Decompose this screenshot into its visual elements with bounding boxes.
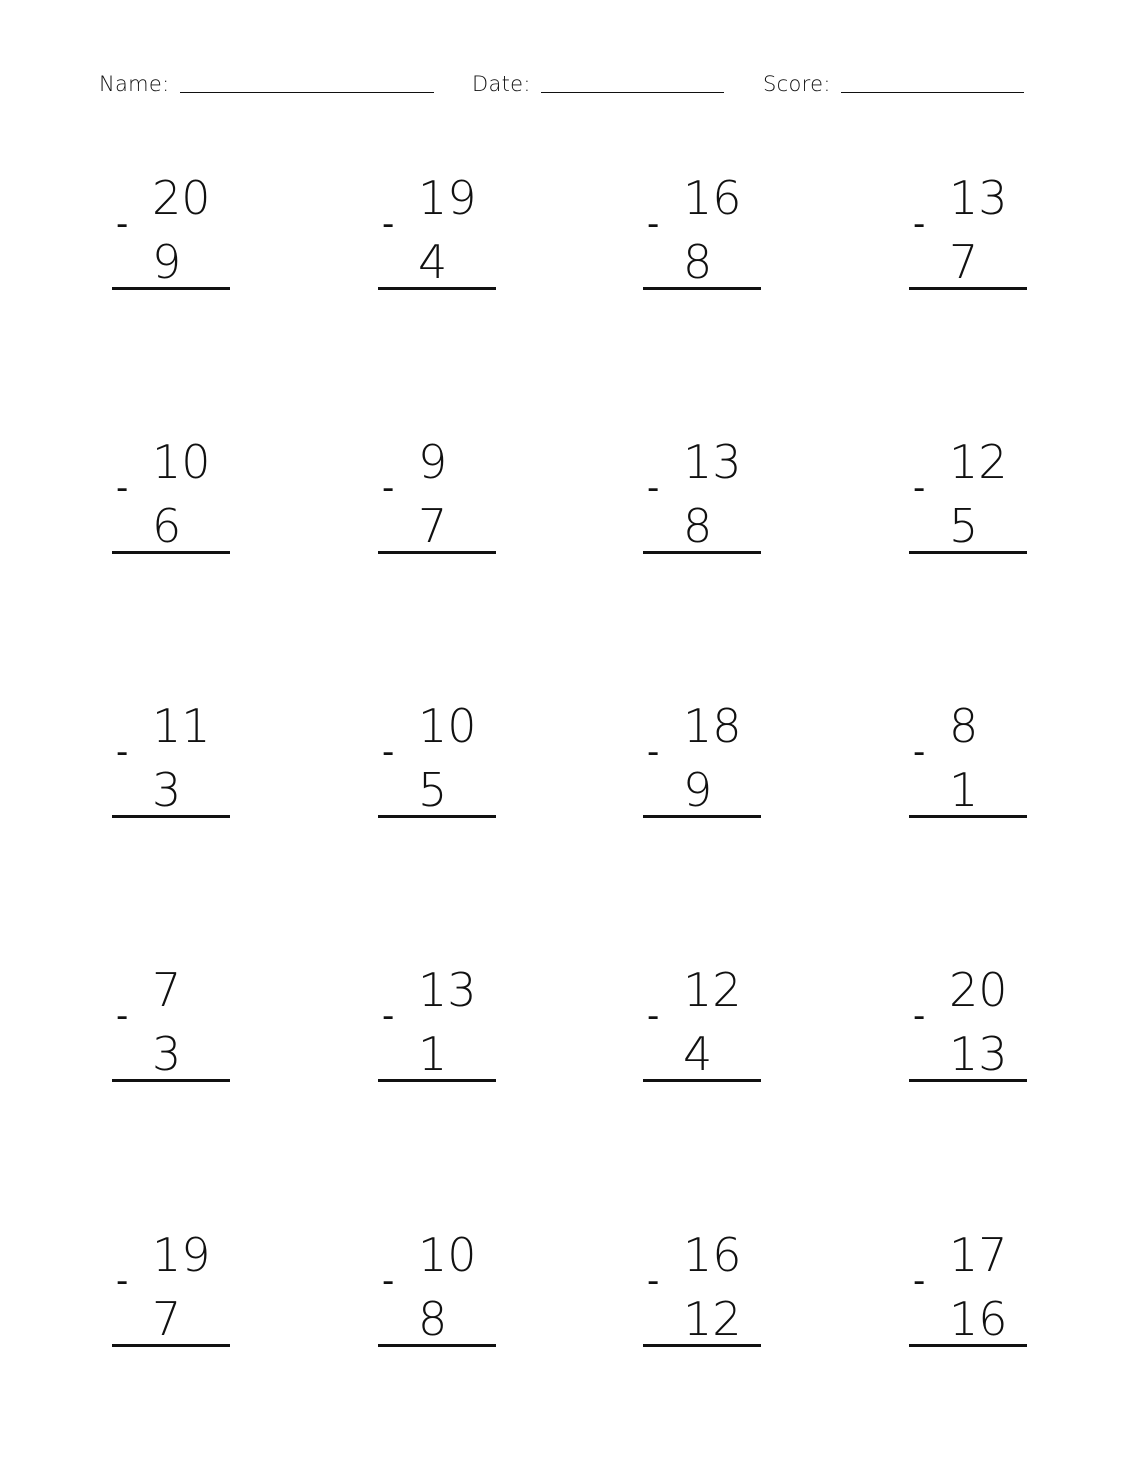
problem-1 [112, 170, 230, 300]
subtrahend: 16 [949, 1292, 1008, 1346]
problem-6 [378, 434, 496, 564]
minus-sign: - [116, 732, 129, 772]
answer-line [378, 287, 496, 290]
score-blank-line[interactable] [841, 92, 1024, 93]
minus-sign: - [382, 732, 395, 772]
answer-line [909, 815, 1027, 818]
problem-11 [643, 698, 761, 828]
minus-sign: - [647, 204, 660, 244]
minus-sign: - [382, 204, 395, 244]
date-blank-line[interactable] [541, 92, 724, 93]
subtrahend: 7 [418, 499, 448, 553]
subtrahend: 4 [418, 235, 448, 289]
problem-15 [643, 962, 761, 1092]
minuend: 11 [152, 699, 211, 753]
problem-8 [909, 434, 1027, 564]
answer-line [909, 287, 1027, 290]
minus-sign: - [382, 996, 395, 1036]
answer-line [112, 815, 230, 818]
answer-line [909, 1344, 1027, 1347]
answer-line [112, 1079, 230, 1082]
problem-2 [378, 170, 496, 300]
minus-sign: - [647, 732, 660, 772]
problem-13 [112, 962, 230, 1092]
subtrahend: 9 [152, 235, 182, 289]
minus-sign: - [382, 1261, 395, 1301]
minus-sign: - [647, 996, 660, 1036]
problem-5 [112, 434, 230, 564]
minuend: 20 [152, 171, 211, 225]
date-field[interactable] [472, 66, 724, 96]
problem-19 [643, 1227, 761, 1357]
answer-line [378, 815, 496, 818]
subtrahend: 9 [683, 763, 713, 817]
problem-12 [909, 698, 1027, 828]
subtrahend: 1 [949, 763, 979, 817]
minus-sign: - [116, 996, 129, 1036]
problem-20 [909, 1227, 1027, 1357]
minuend: 13 [418, 963, 477, 1017]
answer-line [643, 815, 761, 818]
problem-7 [643, 434, 761, 564]
minus-sign: - [913, 1261, 926, 1301]
subtrahend: 3 [152, 1027, 182, 1081]
minuend: 12 [949, 435, 1008, 489]
answer-line [378, 1079, 496, 1082]
minuend: 19 [152, 1228, 211, 1282]
problem-14 [378, 962, 496, 1092]
minuend: 20 [949, 963, 1008, 1017]
answer-line [643, 287, 761, 290]
score-label: Score: [763, 72, 831, 96]
subtrahend: 6 [152, 499, 182, 553]
answer-line [378, 1344, 496, 1347]
problem-4 [909, 170, 1027, 300]
problem-16 [909, 962, 1027, 1092]
subtrahend: 8 [418, 1292, 448, 1346]
minuend: 8 [949, 699, 979, 753]
minus-sign: - [116, 204, 129, 244]
minuend: 16 [683, 1228, 742, 1282]
minus-sign: - [913, 732, 926, 772]
problem-9 [112, 698, 230, 828]
subtrahend: 12 [683, 1292, 742, 1346]
minuend: 13 [949, 171, 1008, 225]
minuend: 13 [683, 435, 742, 489]
answer-line [643, 1079, 761, 1082]
answer-line [112, 287, 230, 290]
minus-sign: - [116, 468, 129, 508]
subtrahend: 13 [949, 1027, 1008, 1081]
minuend: 12 [683, 963, 742, 1017]
minus-sign: - [913, 204, 926, 244]
minuend: 17 [949, 1228, 1008, 1282]
name-label: Name: [99, 72, 170, 96]
date-label: Date: [472, 72, 531, 96]
minus-sign: - [913, 996, 926, 1036]
minuend: 7 [152, 963, 182, 1017]
subtrahend: 1 [418, 1027, 448, 1081]
answer-line [112, 551, 230, 554]
subtrahend: 7 [152, 1292, 182, 1346]
problem-3 [643, 170, 761, 300]
subtrahend: 5 [418, 763, 448, 817]
subtrahend: 8 [683, 499, 713, 553]
name-field[interactable] [99, 66, 434, 96]
subtrahend: 3 [152, 763, 182, 817]
answer-line [643, 551, 761, 554]
minus-sign: - [647, 468, 660, 508]
answer-line [643, 1344, 761, 1347]
answer-line [909, 551, 1027, 554]
score-field[interactable] [763, 66, 1024, 96]
subtrahend: 8 [683, 235, 713, 289]
minus-sign: - [116, 1261, 129, 1301]
minus-sign: - [382, 468, 395, 508]
answer-line [909, 1079, 1027, 1082]
subtrahend: 5 [949, 499, 979, 553]
minuend: 9 [418, 435, 448, 489]
minus-sign: - [647, 1261, 660, 1301]
minuend: 10 [418, 699, 477, 753]
minus-sign: - [913, 468, 926, 508]
minuend: 10 [418, 1228, 477, 1282]
answer-line [378, 551, 496, 554]
minuend: 10 [152, 435, 211, 489]
problem-18 [378, 1227, 496, 1357]
subtrahend: 7 [949, 235, 979, 289]
minuend: 16 [683, 171, 742, 225]
name-blank-line[interactable] [180, 92, 434, 93]
answer-line [112, 1344, 230, 1347]
problem-10 [378, 698, 496, 828]
problem-17 [112, 1227, 230, 1357]
subtrahend: 4 [683, 1027, 713, 1081]
minuend: 19 [418, 171, 477, 225]
minuend: 18 [683, 699, 742, 753]
